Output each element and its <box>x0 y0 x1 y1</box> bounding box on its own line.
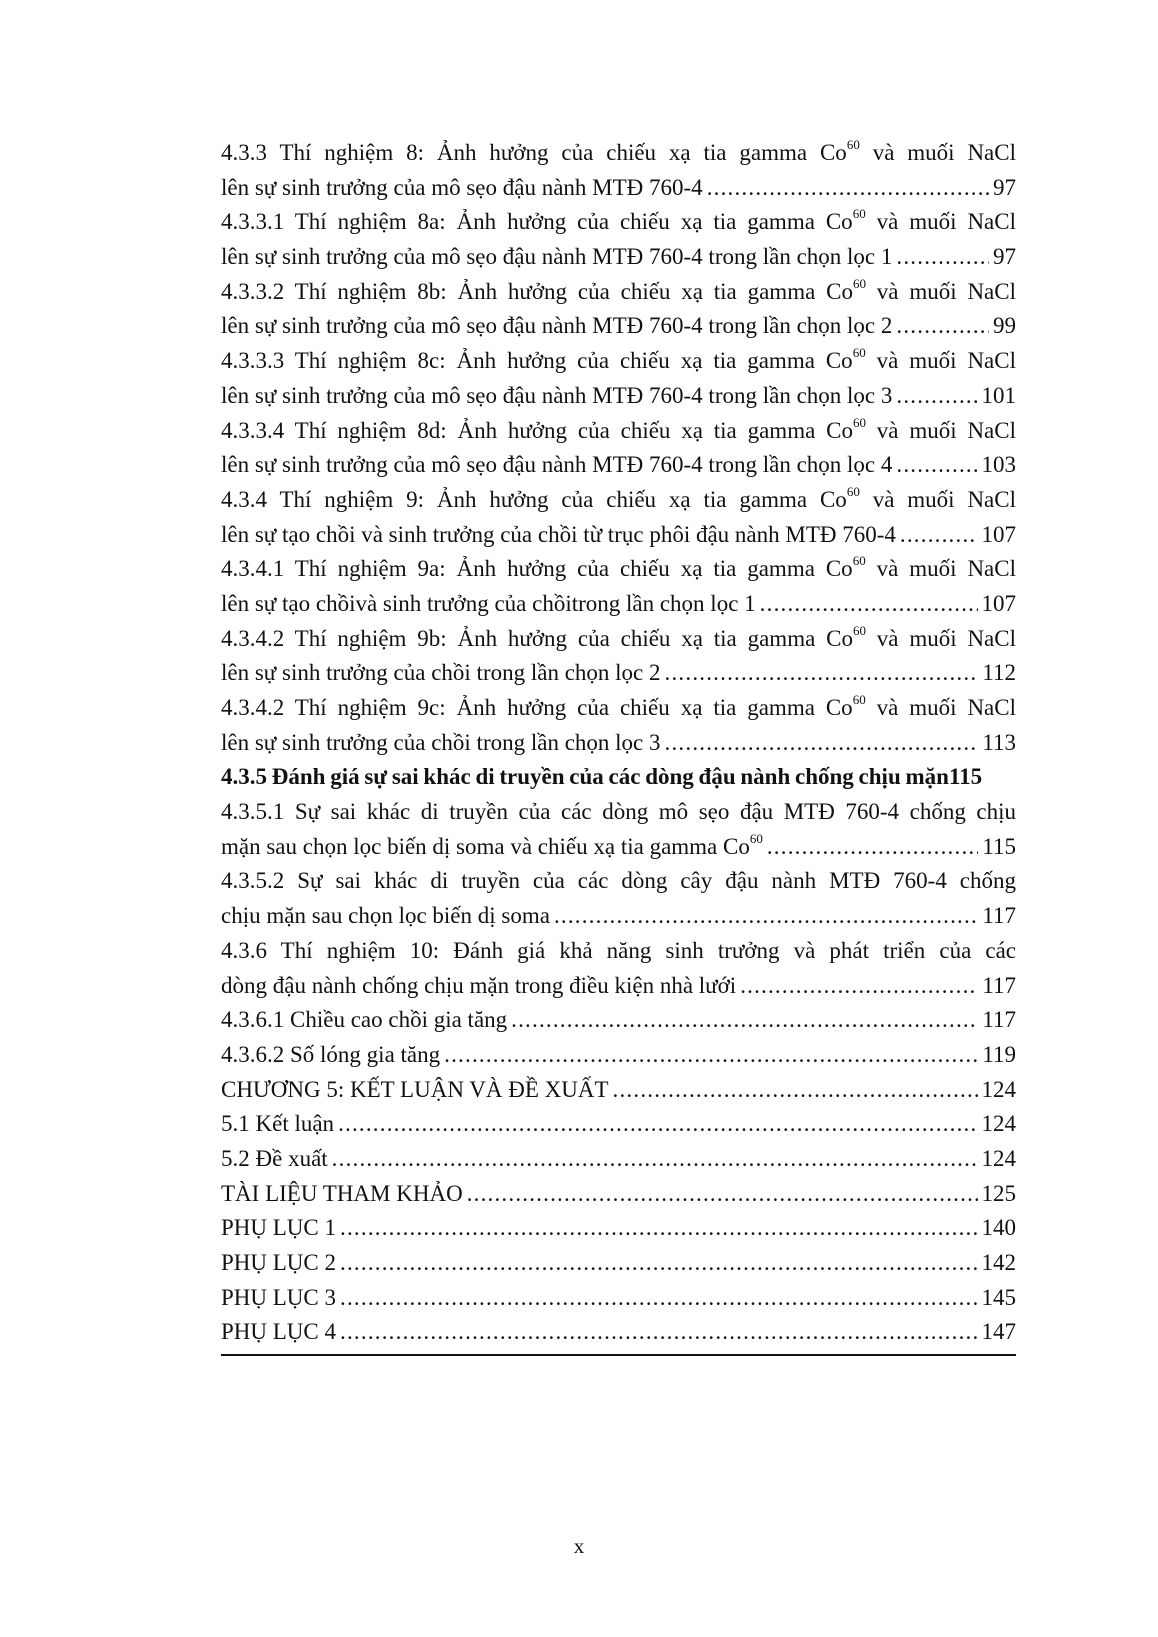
dot-leader <box>511 1003 978 1038</box>
dot-leader <box>332 1142 978 1177</box>
dot-leader <box>665 656 979 691</box>
toc-page-number: 103 <box>981 452 1016 478</box>
toc-entry-heading: 4.3.3 Thí nghiệm 8: Ảnh hưởng của chiếu xạ tia gamma Co$^{60}$ và muối NaCl <box>221 137 1016 165</box>
toc-entry-text: PHỤ LỤC 1 <box>221 1215 337 1241</box>
toc-entry-text: dòng đậu nành chống chịu mặn trong điều kiện nhà lưới <box>221 972 737 998</box>
toc-entry[interactable] <box>221 830 1016 865</box>
dot-leader <box>613 1073 978 1108</box>
toc-page-number: 107 <box>981 590 1016 616</box>
toc-page-number: 113 <box>982 729 1016 755</box>
toc-page-number: 124 <box>981 1076 1016 1102</box>
bottom-rule-divider <box>221 1354 1016 1356</box>
toc-page-number: 140 <box>981 1215 1016 1241</box>
toc-page-number: 117 <box>982 972 1016 998</box>
toc-entry-heading: 4.3.3.2 Thí nghiệm 8b: Ảnh hưởng của chiếu xạ tia gamma Co$^{60}$ và muối NaCl <box>221 275 1016 304</box>
dot-leader <box>707 171 989 206</box>
toc-entry[interactable] <box>221 969 1016 1004</box>
toc-entry-text: lên sự sinh trưởng của chồi trong lần chọn lọc 3 <box>221 729 661 755</box>
toc-entry-heading: 4.3.4 Thí nghiệm 9: Ảnh hưởng của chiếu xạ tia gamma Co$^{60}$ và muối NaCl <box>221 483 1016 512</box>
toc-entry-heading: 4.3.4.2 Thí nghiệm 9b: Ảnh hưởng của chiếu xạ tia gamma Co$^{60}$ và muối NaCl <box>221 622 1016 651</box>
toc-page-number: 124 <box>981 1145 1016 1171</box>
toc-page-number: 145 <box>981 1284 1016 1310</box>
toc-entry-text: lên sự sinh trưởng của mô sẹo đậu nành MTĐ 760-4 <box>221 174 703 200</box>
toc-entry[interactable] <box>221 1038 1016 1073</box>
toc-entry-text: PHỤ LỤC 4 <box>221 1319 337 1345</box>
toc-entry[interactable] <box>221 1281 1016 1316</box>
toc-entry-text: PHỤ LỤC 3 <box>221 1284 337 1310</box>
toc-page-number: 97 <box>993 244 1016 270</box>
toc-entry-text: TÀI LIỆU THAM KHẢO <box>221 1180 463 1206</box>
toc-entry[interactable] <box>221 760 1016 795</box>
toc-entry[interactable] <box>221 1315 1016 1350</box>
toc-page-number: 112 <box>982 660 1016 686</box>
toc-entry-text: lên sự tạo chồivà sinh trưởng của chồitrong lần chọn lọc 1 <box>221 590 756 616</box>
page-number: x <box>573 1534 585 1558</box>
toc-entry-heading: 4.3.3.4 Thí nghiệm 8d: Ảnh hưởng của chiếu xạ tia gamma Co$^{60}$ và muối NaCl <box>221 414 1016 443</box>
toc-entry-text: 4.3.6.1 Chiều cao chồi gia tăng <box>221 1007 508 1033</box>
toc-page-number: 119 <box>982 1041 1016 1067</box>
toc-entry[interactable] <box>221 1246 1016 1281</box>
dot-leader <box>896 309 989 344</box>
toc-entry-text: lên sự sinh trưởng của mô sẹo đậu nành MTĐ 760-4 trong lần chọn lọc 2 <box>221 313 893 339</box>
toc-entry-text: PHỤ LỤC 2 <box>221 1250 337 1275</box>
toc-entry-heading: 4.3.5.2 Sự sai khác di truyền của các dòng cây đậu nành MTĐ 760-4 chống <box>221 868 1016 894</box>
toc-entry[interactable] <box>221 379 1016 414</box>
toc-entry-text: lên sự sinh trưởng của mô sẹo đậu nành MTĐ 760-4 trong lần chọn lọc 1 <box>221 244 893 270</box>
toc-entry-text: 4.3.6.2 Số lóng gia tăng <box>221 1041 441 1067</box>
dot-leader <box>444 1038 978 1073</box>
toc-page-number: 147 <box>981 1319 1016 1345</box>
toc-page-number: 97 <box>993 174 1016 200</box>
toc-page-number: 124 <box>981 1111 1016 1137</box>
dot-leader <box>665 726 979 761</box>
toc-entry-text: 5.2 Đề xuất <box>221 1145 328 1171</box>
dot-leader <box>900 518 978 553</box>
toc-entry[interactable] <box>221 448 1016 483</box>
toc-entry-heading: 4.3.4.2 Thí nghiệm 9c: Ảnh hưởng của chiếu xạ tia gamma Co$^{60}$ và muối NaCl <box>221 692 1016 720</box>
toc-entry-text: mặn sau chọn lọc biến dị soma và chiếu xạ tia gamma Co$^{60}$ <box>221 830 763 859</box>
toc-entry[interactable] <box>221 171 1016 206</box>
toc-entry-text: CHƯƠNG 5: KẾT LUẬN VÀ ĐỀ XUẤT <box>221 1076 609 1102</box>
toc-entry[interactable] <box>221 899 1016 934</box>
dot-leader <box>467 1177 978 1212</box>
toc-entry-text: chịu mặn sau chọn lọc biến dị soma <box>221 903 550 929</box>
toc-page-number: 99 <box>993 313 1016 339</box>
dot-leader <box>740 969 978 1004</box>
toc-entry[interactable] <box>221 1073 1016 1108</box>
toc-page-number: 117 <box>982 1007 1016 1033</box>
dot-leader <box>338 1107 977 1142</box>
dot-leader <box>767 830 978 865</box>
toc-entry-text: lên sự sinh trưởng của mô sẹo đậu nành MTĐ 760-4 trong lần chọn lọc 4 <box>221 452 893 478</box>
toc-entry[interactable] <box>221 1211 1016 1246</box>
toc-page-number: 107 <box>981 521 1016 547</box>
toc-entry[interactable] <box>221 1177 1016 1212</box>
toc-entry-heading: 4.3.5.1 Sự sai khác di truyền của các dòng mô sẹo đậu MTĐ 760-4 chống chịu <box>221 799 1016 825</box>
toc-entry[interactable] <box>221 1107 1016 1142</box>
toc-entry-text: lên sự sinh trưởng của chồi trong lần chọn lọc 2 <box>221 660 661 686</box>
toc-page-number: 115 <box>982 833 1016 859</box>
toc-entry-text: lên sự tạo chồi và sinh trưởng của chồi từ trục phôi đậu nành MTĐ 760-4 <box>221 521 896 547</box>
dot-leader <box>340 1211 977 1246</box>
dot-leader <box>554 899 978 934</box>
toc-entry[interactable] <box>221 656 1016 691</box>
toc-entry-heading: 4.3.3.1 Thí nghiệm 8a: Ảnh hưởng của chiếu xạ tia gamma Co$^{60}$ và muối NaCl <box>221 206 1016 235</box>
toc-page-number: 142 <box>981 1250 1016 1275</box>
dot-leader <box>896 240 989 275</box>
toc-entry-text: 4.3.5 Đánh giá sự sai khác di truyền của các dòng đậu nành chống chịu mặn <box>221 764 949 790</box>
toc-entry[interactable] <box>221 309 1016 344</box>
toc-entry-text: 5.1 Kết luận <box>221 1111 335 1137</box>
toc-entry[interactable] <box>221 240 1016 275</box>
dot-leader <box>340 1281 977 1316</box>
toc-page-number: 117 <box>982 903 1016 929</box>
toc-entry-heading: 4.3.4.1 Thí nghiệm 9a: Ảnh hưởng của chiếu xạ tia gamma Co$^{60}$ và muối NaCl <box>221 553 1016 582</box>
toc-page-number: 125 <box>981 1180 1016 1206</box>
toc-entry[interactable] <box>221 1003 1016 1038</box>
toc-entry-heading: 4.3.3.3 Thí nghiệm 8c: Ảnh hưởng của chiếu xạ tia gamma Co$^{60}$ và muối NaCl <box>221 345 1016 374</box>
dot-leader <box>340 1315 977 1350</box>
table-of-contents <box>221 136 1016 1350</box>
toc-entry-text: lên sự sinh trưởng của mô sẹo đậu nành MTĐ 760-4 trong lần chọn lọc 3 <box>221 382 893 408</box>
toc-entry[interactable] <box>221 1142 1016 1177</box>
dot-leader <box>340 1246 977 1281</box>
toc-entry[interactable] <box>221 587 1016 622</box>
toc-entry[interactable] <box>221 518 1016 553</box>
dot-leader <box>896 379 977 414</box>
toc-entry-heading: 4.3.6 Thí nghiệm 10: Đánh giá khả năng sinh trưởng và phát triển của các <box>221 937 1016 963</box>
toc-page-number: 101 <box>981 382 1016 408</box>
dot-leader <box>896 448 977 483</box>
toc-entry[interactable] <box>221 726 1016 761</box>
toc-page-number: 115 <box>948 764 983 790</box>
dot-leader <box>760 587 978 622</box>
